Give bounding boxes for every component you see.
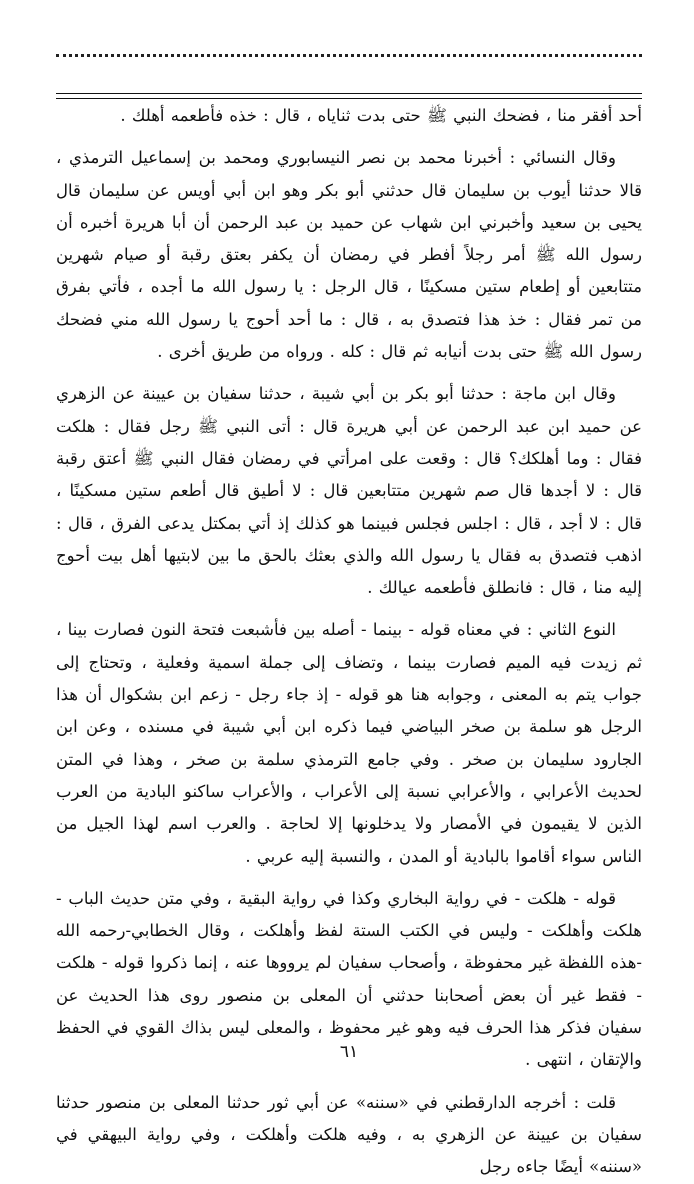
paragraph-qult: قلت : أخرجه الدارقطني في «سننه» عن أبي ثور حدثنا المعلى بن منصور حدثنا سفيان بن عيينة عن الزهري به ، وفيه هلكت وأهلكت ، وفي رواية البيهقي في «سننه» أيضًا جاءه رجل bbox=[56, 1092, 642, 1177]
paragraph-ibn-majah: وقال ابن ماجة : حدثنا أبو بكر بن أبي شيبة ، حدثنا سفيان بن عيينة عن الزهري عن حميد ابن عبد الرحمن عن أبي هريرة قال : أتى النبي ﷺ رجل فقال : هلكت فقال : وما أهلكك؟ قال : وقعت على امرأتي في رمضان فقال النبي ﷺ أعتق رقبة قال : لا أجدها قال صم شهرين متتابعين قال : لا أطيق قال أطعم ستين مسكينًا ، قال : لا أجد ، قال : اجلس فجلس فبينما هو كذلك إذ أتي بمكتل يدعى الفرق ، قال : اذهب فتصدق به فقال يا رسول الله والذي بعثك بالحق ما بين لابتيها أهل بيت أحوج إليه منا ، قال : فانطلق فأطعمه عيالك . bbox=[56, 384, 642, 598]
paragraph-nasai: وقال النسائي : أخبرنا محمد بن نصر النيسابوري ومحمد بن إسماعيل الترمذي ، قالا حدثنا أيوب بن سليمان قال حدثني أبو بكر وهو ابن أبي أويس عن سليمان قال يحيى بن سعيد وأخبرني ابن شهاب عن حميد بن عبد الرحمن أن أبا هريرة أخبره أن رسول الله ﷺ أمر رجلاً أفطر في رمضان أن يكفر بعتق رقبة أو صيام شهرين متتابعين أو إطعام ستين مسكينًا ، قال الرجل : يا رسول الله ما أجده ، فأتي بفرق من تمر فقال : خذ هذا فتصدق به ، قال : ما أحد أحوج يا رسول الله مني فضحك رسول الله ﷺ حتى بدت أنيابه ثم قال : كله . ورواه من طريق أخرى . bbox=[56, 148, 642, 362]
book-page bbox=[56, 0, 642, 1177]
paragraph-second-type: النوع الثاني : في معناه قوله - بينما - أصله بين فأشبعت فتحة النون فصارت بينا ، ثم زيدت فيه الميم فصارت بينما ، وتضاف إلى جملة اسمية وفعلية ، وتحتاج إلى جواب يتم به المعنى ، وجوابه هنا هو قوله - إذ جاء رجل - زعم ابن بشكوال أن هذا الرجل هو سلمة بن صخر البياضي فيما ذكره ابن أبي شيبة في مسنده ، وعن ابن الجارود سليمان بن صخر . وفي جامع الترمذي سلمة بن صخر ، وهذا في المتن لحديث الأعرابي ، والأعرابي نسبة إلى الأعراب ، والأعراب ساكنو البادية من العرب الذين لا يقيمون في الأمصار ولا يدخلونها إلا لحاجة . والعرب اسم لهذا الجيل من الناس سواء أقاموا بالبادية أو المدن ، والنسبة إليه عربي . bbox=[56, 620, 642, 866]
header-rule-bottom bbox=[56, 98, 642, 99]
header-dotted-line bbox=[56, 54, 642, 57]
paragraph-continuation: أحد أفقر منا ، فضحك النبي ﷺ حتى بدت ثناياه ، قال : خذه فأطعمه أهلك . bbox=[120, 106, 642, 125]
paragraph-halakt: قوله - هلكت - في رواية البخاري وكذا في رواية البقية ، وفي متن حديث الباب - هلكت وأهلكت - وليس في الكتب الستة لفظ وأهلكت ، وقال الخطابي-رحمه الله -هذه اللفظة غير محفوظة ، وأصحاب سفيان لم يرووها عنه ، إنما ذكروا قوله - هلكت - فقط غير أن بعض أصحابنا حدثني أن المعلى بن منصور روى هذا الحديث عن سفيان فذكر هذا الحرف فيه وهو غير محفوظ ، والمعلى ليس بذاك القوي في الحفظ والإتقان ، انتهى . bbox=[56, 888, 642, 1070]
page-body bbox=[56, 100, 642, 1184]
header-rule-top bbox=[56, 93, 642, 94]
page-number: ٦١ bbox=[339, 1042, 359, 1062]
